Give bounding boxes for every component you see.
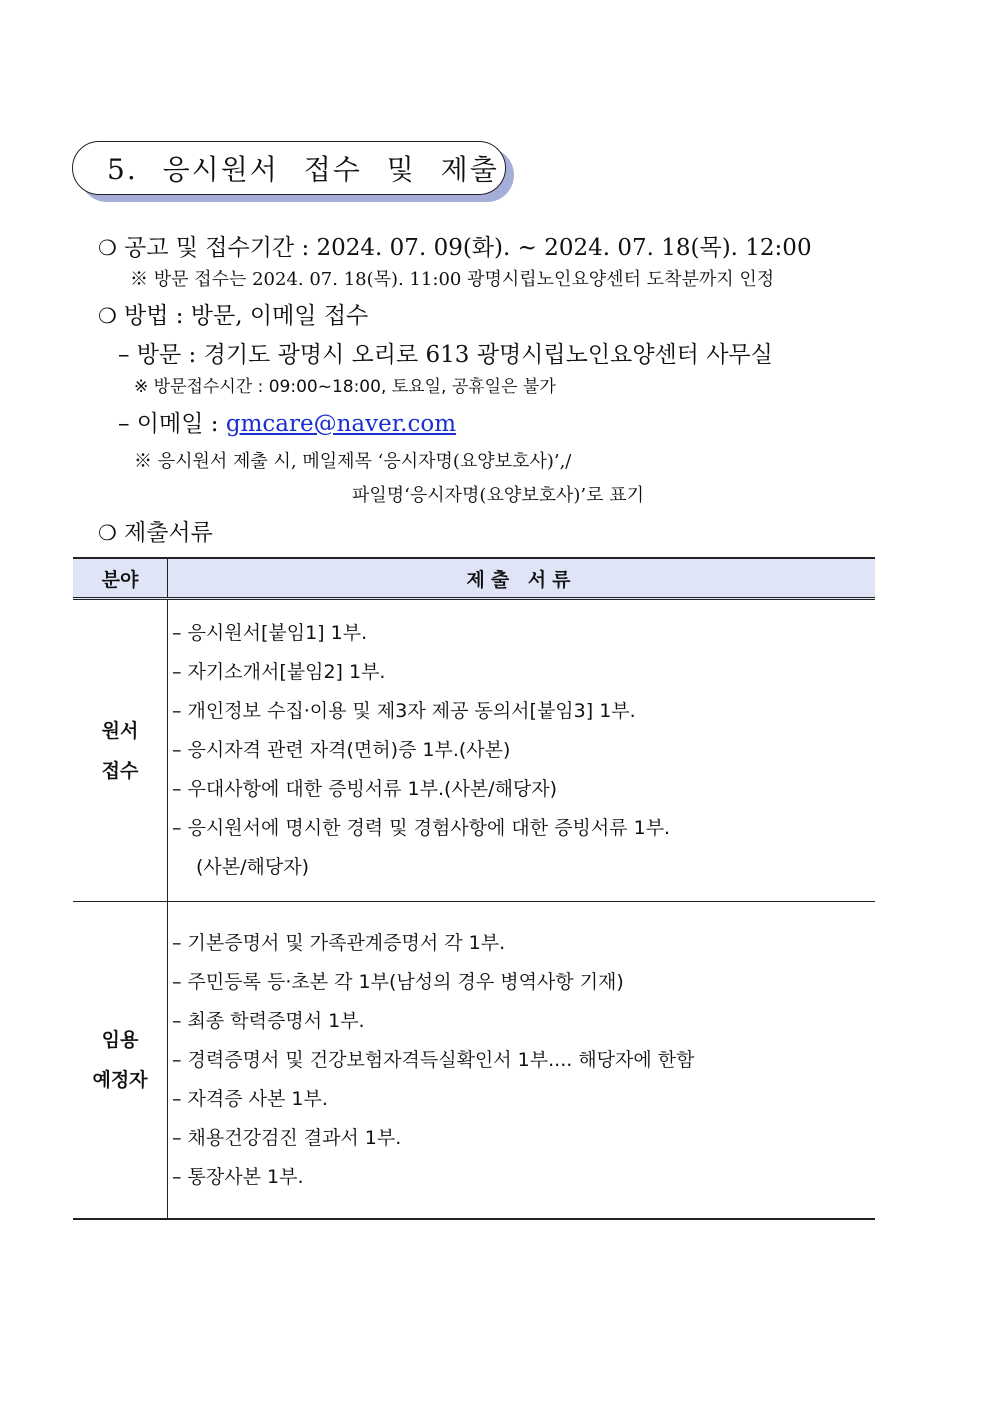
category-line: 접수: [101, 759, 139, 782]
circle-bullet-icon: ❍: [98, 304, 117, 328]
email-note-1: ※ 응시원서 제출 시, 메일제목 ‘응시자명(요양보호사)’,/: [134, 451, 572, 472]
list-item: – 개인정보 수집·이용 및 제3자 제공 동의서[붙임3] 1부.: [172, 692, 875, 731]
documents-table: [73, 557, 875, 1220]
visit-line: – 방문 : 경기도 광명시 오리로 613 광명시립노인요양센터 사무실: [118, 342, 773, 368]
period-line: [98, 229, 812, 262]
visit-note: ※ 방문접수시간 : 09:00~18:00, 토요일, 공휴일은 불가: [134, 377, 556, 397]
list-item: – 채용건강검진 결과서 1부.: [172, 1119, 875, 1158]
period-note: ※ 방문 접수는 2024. 07. 18(목). 11:00 광명시립노인요양센터 도착분까지 인정: [130, 269, 775, 290]
email-note-2: 파일명‘응시자명(요양보호사)’로 표기: [352, 485, 645, 506]
method-text: 방법 : 방문, 이메일 접수: [124, 303, 369, 329]
table-row: [73, 902, 875, 1220]
email-link[interactable]: gmcare@naver.com: [225, 411, 457, 437]
category-line: 예정자: [92, 1069, 148, 1091]
table-row: [73, 599, 875, 902]
list-item: – 자기소개서[붙임2] 1부.: [172, 653, 875, 692]
documents-heading: 제출서류: [124, 520, 213, 546]
list-item: – 기본증명서 및 가족관계증명서 각 1부.: [172, 924, 875, 963]
list-item: – 응시원서에 명시한 경력 및 경험사항에 대한 증빙서류 1부.: [172, 809, 875, 848]
list-item: – 최종 학력증명서 1부.: [172, 1002, 875, 1041]
category-line: 원서: [101, 719, 139, 742]
email-label: – 이메일 :: [118, 411, 226, 437]
list-item-continuation: (사본/해당자): [196, 856, 309, 878]
list-item: – 자격증 사본 1부.: [172, 1080, 875, 1119]
category-application: [73, 599, 168, 902]
circle-bullet-icon: ❍: [98, 236, 117, 260]
header-documents: 제출 서류: [168, 558, 876, 599]
list-item: – 응시자격 관련 자격(면허)증 1부.(사본): [172, 731, 875, 770]
period-text: 공고 및 접수기간 : 2024. 07. 09(화). ~ 2024. 07. 18(목). 12:00: [124, 235, 812, 261]
category-line: 임용: [101, 1029, 139, 1051]
list-item: – 경력증명서 및 건강보험자격득실확인서 1부.... 해당자에 한함: [172, 1041, 875, 1080]
header-category: 분야: [73, 558, 168, 599]
list-item: – 주민등록 등·초본 각 1부(남성의 경우 병역사항 기재): [172, 963, 875, 1002]
list-item: – 우대사항에 대한 증빙서류 1부.(사본/해당자): [172, 770, 875, 809]
list-item: – 통장사본 1부.: [172, 1158, 875, 1197]
documents-cell: [168, 599, 876, 902]
section-title: 5. 응시원서 접수 및 제출: [72, 141, 506, 195]
list-item: – 응시원서[붙임1] 1부.: [172, 614, 875, 653]
documents-heading-line: [98, 514, 213, 547]
documents-cell: [168, 902, 876, 1220]
category-appointee: [73, 902, 168, 1220]
circle-bullet-icon: ❍: [98, 521, 117, 545]
method-line: [98, 297, 368, 330]
email-line: [118, 405, 456, 438]
table-header-row: [73, 558, 875, 599]
